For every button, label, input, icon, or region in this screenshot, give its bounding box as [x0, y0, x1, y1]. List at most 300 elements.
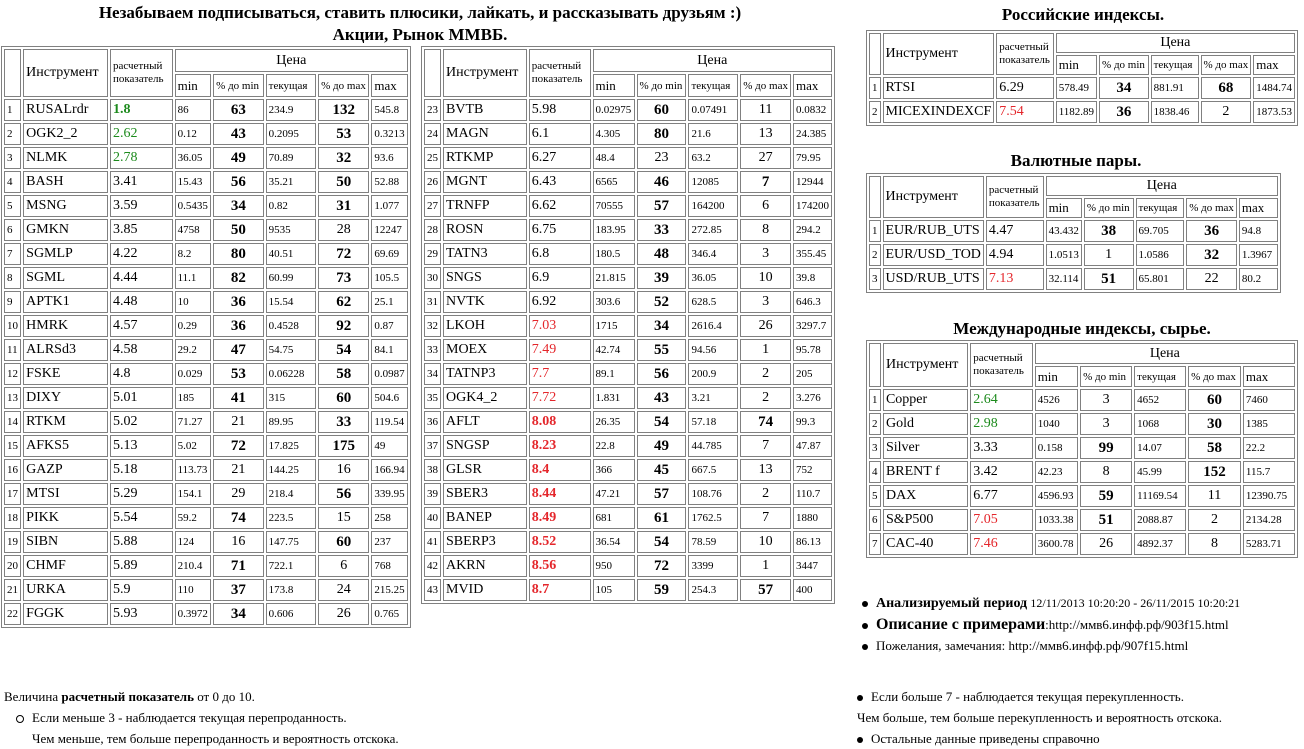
indicator-value: 4.47	[986, 220, 1044, 242]
max-value: 1.077	[371, 195, 408, 217]
max-value: 258	[371, 507, 408, 529]
max-value: 94.8	[1239, 220, 1278, 242]
instrument-name: HMRK	[23, 315, 108, 337]
indicator-value: 8.4	[529, 459, 591, 481]
current-value: 315	[266, 387, 316, 409]
instrument-name: TATN3	[443, 243, 527, 265]
pct-to-max-value: 152	[1188, 461, 1241, 483]
period-value: 12/11/2013 10:20:20 - 26/11/2015 10:20:21	[1030, 596, 1241, 610]
indicator-value: 4.44	[110, 267, 173, 289]
indicator-value: 8.23	[529, 435, 591, 457]
header-indicator: расчетный показатель	[986, 176, 1044, 218]
table-row	[424, 579, 832, 601]
indicator-value: 6.9	[529, 267, 591, 289]
pct-to-min-value: 54	[637, 411, 687, 433]
min-value: 4596.93	[1035, 485, 1078, 507]
indicator-value: 6.92	[529, 291, 591, 313]
header-instrument: Инструмент	[883, 176, 984, 218]
pct-to-min-value: 34	[213, 195, 263, 217]
min-value: 0.12	[175, 123, 212, 145]
max-value: 0.765	[371, 603, 408, 625]
header-max: max	[1239, 198, 1278, 218]
instrument-name: FGGK	[23, 603, 108, 625]
table-row	[869, 389, 1295, 411]
indicator-value: 7.13	[986, 268, 1044, 290]
header-pct-to-max: % до max	[1201, 55, 1252, 75]
instrument-name: FSKE	[23, 363, 108, 385]
min-value: 11.1	[175, 267, 212, 289]
current-value: 164200	[688, 195, 738, 217]
current-value: 15.54	[266, 291, 316, 313]
header-current: текущая	[688, 74, 738, 97]
current-value: 17.825	[266, 435, 316, 457]
header-min: min	[593, 74, 635, 97]
row-number: 1	[869, 389, 881, 411]
max-value: 1385	[1243, 413, 1295, 435]
pct-to-min-value: 3	[1080, 389, 1132, 411]
pct-to-min-value: 50	[213, 219, 263, 241]
max-value: 0.87	[371, 315, 408, 337]
row-number: 2	[869, 101, 881, 123]
max-value: 80.2	[1239, 268, 1278, 290]
instrument-name: AFKS5	[23, 435, 108, 457]
row-number: 30	[424, 267, 441, 289]
pct-to-min-value: 34	[637, 315, 687, 337]
current-value: 69.705	[1136, 220, 1185, 242]
pct-to-max-value: 74	[740, 411, 791, 433]
bullet-icon	[862, 644, 868, 650]
instrument-name: TRNFP	[443, 195, 527, 217]
table-row	[4, 291, 408, 313]
pct-to-min-value: 48	[637, 243, 687, 265]
max-value: 7460	[1243, 389, 1295, 411]
current-value: 89.95	[266, 411, 316, 433]
current-value: 14.07	[1134, 437, 1186, 459]
current-value: 0.07491	[688, 99, 738, 121]
max-value: 646.3	[793, 291, 832, 313]
indicator-value: 7.46	[970, 533, 1032, 555]
indicator-value: 7.7	[529, 363, 591, 385]
footer-right	[857, 686, 1302, 749]
header-pct-to-max: % до max	[740, 74, 791, 97]
row-number: 5	[4, 195, 21, 217]
pct-to-min-value: 21	[213, 411, 263, 433]
max-value: 110.7	[793, 483, 832, 505]
min-value: 183.95	[593, 219, 635, 241]
instrument-name: BVTB	[443, 99, 527, 121]
table-row	[424, 195, 832, 217]
pct-to-max-value: 2	[740, 483, 791, 505]
pct-to-max-value: 54	[318, 339, 369, 361]
row-number: 39	[424, 483, 441, 505]
pct-to-max-value: 26	[740, 315, 791, 337]
pct-to-min-value: 38	[1084, 220, 1134, 242]
indicator-value: 4.8	[110, 363, 173, 385]
table-row	[4, 123, 408, 145]
pct-to-max-value: 15	[318, 507, 369, 529]
instrument-name: DIXY	[23, 387, 108, 409]
pct-to-min-value: 56	[637, 363, 687, 385]
pct-to-max-value: 50	[318, 171, 369, 193]
header-price: Цена	[175, 49, 408, 72]
bullet-icon	[857, 737, 863, 743]
table-row	[424, 99, 832, 121]
max-value: 504.6	[371, 387, 408, 409]
header-pct-to-min: % до min	[1080, 366, 1132, 387]
wishes-text[interactable]: Пожелания, замечания: http://ммв6.инфф.рф/907f15.html	[876, 638, 1189, 653]
table-row	[4, 219, 408, 241]
pct-to-max-value: 53	[318, 123, 369, 145]
instrument-name: MGNT	[443, 171, 527, 193]
pct-to-min-value: 8	[1080, 461, 1132, 483]
current-value: 173.8	[266, 579, 316, 601]
row-number: 28	[424, 219, 441, 241]
indicator-value: 5.88	[110, 531, 173, 553]
max-value: 545.8	[371, 99, 408, 121]
table-row	[424, 363, 832, 385]
min-value: 42.23	[1035, 461, 1078, 483]
footer-right-line-1: Если больше 7 - наблюдается текущая перекупленность.	[857, 686, 1302, 707]
current-value: 54.75	[266, 339, 316, 361]
instrument-name: USD/RUB_UTS	[883, 268, 984, 290]
min-value: 578.49	[1056, 77, 1097, 99]
pct-to-min-value: 74	[213, 507, 263, 529]
header-indicator: расчетный показатель	[970, 343, 1032, 387]
row-number: 1	[869, 77, 881, 99]
header-current: текущая	[266, 74, 316, 97]
description-item	[862, 614, 1302, 635]
max-value: 205	[793, 363, 832, 385]
min-value: 110	[175, 579, 212, 601]
max-value: 119.54	[371, 411, 408, 433]
row-number: 25	[424, 147, 441, 169]
indicator-value: 8.08	[529, 411, 591, 433]
max-value: 1873.53	[1253, 101, 1295, 123]
stocks-table-left	[1, 46, 411, 628]
indicator-value: 7.03	[529, 315, 591, 337]
indicator-value: 6.77	[970, 485, 1032, 507]
pct-to-min-value: 82	[213, 267, 263, 289]
header-instrument: Инструмент	[443, 49, 527, 97]
min-value: 47.21	[593, 483, 635, 505]
current-value: 4892.37	[1134, 533, 1186, 555]
pct-to-max-value: 26	[318, 603, 369, 625]
pct-to-min-value: 80	[213, 243, 263, 265]
pct-to-min-value: 72	[637, 555, 687, 577]
indicator-value: 8.49	[529, 507, 591, 529]
pct-to-min-value: 21	[213, 459, 263, 481]
pct-to-max-value: 2	[740, 363, 791, 385]
pct-to-min-value: 36	[213, 291, 263, 313]
max-value: 400	[793, 579, 832, 601]
pct-to-max-value: 8	[1188, 533, 1241, 555]
row-number: 35	[424, 387, 441, 409]
header-pct-to-max: % до max	[1188, 366, 1241, 387]
current-value: 94.56	[688, 339, 738, 361]
table-row	[869, 101, 1295, 123]
pct-to-min-value: 29	[213, 483, 263, 505]
indicator-value: 8.52	[529, 531, 591, 553]
table-row	[869, 220, 1278, 242]
indicator-value: 6.8	[529, 243, 591, 265]
indicator-value: 3.59	[110, 195, 173, 217]
table-row	[4, 99, 408, 121]
min-value: 105	[593, 579, 635, 601]
pct-to-min-value: 36	[213, 315, 263, 337]
pct-to-max-value: 60	[318, 387, 369, 409]
instrument-name: NLMK	[23, 147, 108, 169]
current-value: 223.5	[266, 507, 316, 529]
pct-to-max-value: 175	[318, 435, 369, 457]
footer-left	[4, 686, 604, 749]
min-value: 0.029	[175, 363, 212, 385]
instrument-name: AFLT	[443, 411, 527, 433]
table-row	[424, 435, 832, 457]
current-value: 0.4528	[266, 315, 316, 337]
table-row	[424, 123, 832, 145]
table-row	[4, 339, 408, 361]
min-value: 5.02	[175, 435, 212, 457]
pct-to-max-value: 57	[740, 579, 791, 601]
indicator-value: 5.98	[529, 99, 591, 121]
max-value: 24.385	[793, 123, 832, 145]
indicator-value: 5.02	[110, 411, 173, 433]
intl-table	[866, 340, 1298, 558]
header-pct-to-min: % до min	[637, 74, 687, 97]
current-value: 272.85	[688, 219, 738, 241]
header-blank	[869, 176, 881, 218]
table-row	[4, 147, 408, 169]
max-value: 25.1	[371, 291, 408, 313]
pct-to-max-value: 58	[318, 363, 369, 385]
row-number: 6	[869, 509, 881, 531]
min-value: 1.831	[593, 387, 635, 409]
row-number: 1	[4, 99, 21, 121]
indicator-value: 3.42	[970, 461, 1032, 483]
max-value: 84.1	[371, 339, 408, 361]
indicator-value: 6.1	[529, 123, 591, 145]
instrument-name: RTKM	[23, 411, 108, 433]
pct-to-min-value: 99	[1080, 437, 1132, 459]
min-value: 29.2	[175, 339, 212, 361]
pct-to-min-value: 16	[213, 531, 263, 553]
description-link[interactable]: :http://ммв6.инфф.рф/903f15.html	[1045, 617, 1229, 632]
current-value: 218.4	[266, 483, 316, 505]
table-row	[4, 459, 408, 481]
instrument-name: TATNP3	[443, 363, 527, 385]
pct-to-max-value: 13	[740, 459, 791, 481]
period-item	[862, 592, 1302, 614]
instrument-name: OGK4_2	[443, 387, 527, 409]
description-label: Описание с примерами	[876, 616, 1046, 633]
header-blank	[869, 343, 881, 387]
pct-to-min-value: 49	[213, 147, 263, 169]
min-value: 48.4	[593, 147, 635, 169]
min-value: 10	[175, 291, 212, 313]
footer-left-line-1: Величина расчетный показатель от 0 до 10.	[4, 689, 255, 704]
pct-to-min-value: 56	[213, 171, 263, 193]
table-row	[869, 533, 1295, 555]
pct-to-min-value: 46	[637, 171, 687, 193]
indicator-value: 6.75	[529, 219, 591, 241]
header-instrument: Инструмент	[883, 343, 968, 387]
footer-right-line-2: Чем больше, тем больше перекупленность и вероятность отскока.	[857, 710, 1222, 725]
stocks-table-right	[421, 46, 835, 604]
pct-to-max-value: 72	[318, 243, 369, 265]
min-value: 180.5	[593, 243, 635, 265]
table-row	[4, 555, 408, 577]
row-number: 26	[424, 171, 441, 193]
current-value: 40.51	[266, 243, 316, 265]
pct-to-max-value: 11	[740, 99, 791, 121]
pct-to-max-value: 62	[318, 291, 369, 313]
bullet-icon	[857, 695, 863, 701]
table-row	[424, 315, 832, 337]
indicator-value: 8.7	[529, 579, 591, 601]
min-value: 124	[175, 531, 212, 553]
instrument-name: CHMF	[23, 555, 108, 577]
max-value: 79.95	[793, 147, 832, 169]
header-price: Цена	[593, 49, 832, 72]
min-value: 42.74	[593, 339, 635, 361]
table-row	[424, 219, 832, 241]
current-value: 2616.4	[688, 315, 738, 337]
header-line-1: Незабываем подписываться, ставить плюсики, лайкать, и рассказывать друзьям :)	[98, 3, 742, 22]
max-value: 49	[371, 435, 408, 457]
max-value: 1484.74	[1253, 77, 1295, 99]
footer-left-line-3: Чем меньше, тем больше перепроданность и вероятность отскока.	[32, 731, 399, 746]
pct-to-min-value: 36	[1099, 101, 1149, 123]
max-value: 39.8	[793, 267, 832, 289]
max-value: 294.2	[793, 219, 832, 241]
instrument-name: EUR/RUB_UTS	[883, 220, 984, 242]
max-value: 93.6	[371, 147, 408, 169]
pct-to-min-value: 60	[637, 99, 687, 121]
indicator-value: 2.62	[110, 123, 173, 145]
pct-to-max-value: 8	[740, 219, 791, 241]
instrument-name: RUSALrdr	[23, 99, 108, 121]
row-number: 17	[4, 483, 21, 505]
max-value: 22.2	[1243, 437, 1295, 459]
min-value: 366	[593, 459, 635, 481]
current-value: 1838.46	[1151, 101, 1199, 123]
header-blank	[424, 49, 441, 97]
pct-to-max-value: 10	[740, 531, 791, 553]
pct-to-min-value: 33	[637, 219, 687, 241]
row-number: 10	[4, 315, 21, 337]
current-value: 36.05	[688, 267, 738, 289]
max-value: 12944	[793, 171, 832, 193]
row-number: 6	[4, 219, 21, 241]
current-value: 57.18	[688, 411, 738, 433]
pct-to-min-value: 41	[213, 387, 263, 409]
table-row	[4, 411, 408, 433]
header-price: Цена	[1056, 33, 1295, 53]
current-value: 12085	[688, 171, 738, 193]
instrument-name: MAGN	[443, 123, 527, 145]
min-value: 0.5435	[175, 195, 212, 217]
pct-to-max-value: 68	[1201, 77, 1252, 99]
current-value: 78.59	[688, 531, 738, 553]
table-row	[869, 244, 1278, 266]
pct-to-min-value: 1	[1084, 244, 1134, 266]
table-row	[424, 291, 832, 313]
instrument-name: MOEX	[443, 339, 527, 361]
row-number: 8	[4, 267, 21, 289]
table-row	[424, 483, 832, 505]
instrument-name: BANEP	[443, 507, 527, 529]
min-value: 303.6	[593, 291, 635, 313]
indicator-value: 6.29	[996, 77, 1053, 99]
current-value: 1068	[1134, 413, 1186, 435]
footer-left-line-2: Если меньше 3 - наблюдается текущая перепроданность.	[4, 707, 604, 728]
max-value: 3297.7	[793, 315, 832, 337]
row-number: 2	[869, 413, 881, 435]
table-row	[4, 435, 408, 457]
pct-to-min-value: 47	[213, 339, 263, 361]
row-number: 4	[869, 461, 881, 483]
pct-to-min-value: 26	[1080, 533, 1132, 555]
pct-to-max-value: 32	[318, 147, 369, 169]
min-value: 70555	[593, 195, 635, 217]
max-value: 12390.75	[1243, 485, 1295, 507]
table-row	[4, 315, 408, 337]
row-number: 16	[4, 459, 21, 481]
min-value: 1033.38	[1035, 509, 1078, 531]
ru-indices-title: Российские индексы.	[1001, 5, 1165, 24]
indicator-value: 6.27	[529, 147, 591, 169]
instrument-name: GLSR	[443, 459, 527, 481]
current-value: 346.4	[688, 243, 738, 265]
instrument-name: MVID	[443, 579, 527, 601]
pct-to-min-value: 59	[637, 579, 687, 601]
instrument-name: Silver	[883, 437, 968, 459]
header-min: min	[1046, 198, 1082, 218]
table-row	[4, 507, 408, 529]
table-row	[424, 267, 832, 289]
instrument-name: GAZP	[23, 459, 108, 481]
indicator-value: 2.78	[110, 147, 173, 169]
pct-to-max-value: 31	[318, 195, 369, 217]
fx-table	[866, 173, 1281, 293]
max-value: 339.95	[371, 483, 408, 505]
min-value: 681	[593, 507, 635, 529]
row-number: 7	[4, 243, 21, 265]
indicator-value: 5.9	[110, 579, 173, 601]
indicator-value: 4.94	[986, 244, 1044, 266]
pct-to-max-value: 6	[318, 555, 369, 577]
table-row	[4, 483, 408, 505]
circle-bullet-icon	[16, 715, 24, 723]
current-value: 144.25	[266, 459, 316, 481]
wishes-item	[862, 635, 1302, 656]
pct-to-min-value: 71	[213, 555, 263, 577]
current-value: 21.6	[688, 123, 738, 145]
pct-to-min-value: 57	[637, 195, 687, 217]
ru-indices-table	[866, 30, 1298, 126]
pct-to-max-value: 7	[740, 507, 791, 529]
max-value: 3447	[793, 555, 832, 577]
header-current: текущая	[1136, 198, 1185, 218]
min-value: 1040	[1035, 413, 1078, 435]
instrument-name: SNGS	[443, 267, 527, 289]
row-number: 9	[4, 291, 21, 313]
header-indicator: расчетный показатель	[110, 49, 173, 97]
instrument-name: SBERP3	[443, 531, 527, 553]
min-value: 36.05	[175, 147, 212, 169]
current-value: 63.2	[688, 147, 738, 169]
pct-to-min-value: 51	[1084, 268, 1134, 290]
